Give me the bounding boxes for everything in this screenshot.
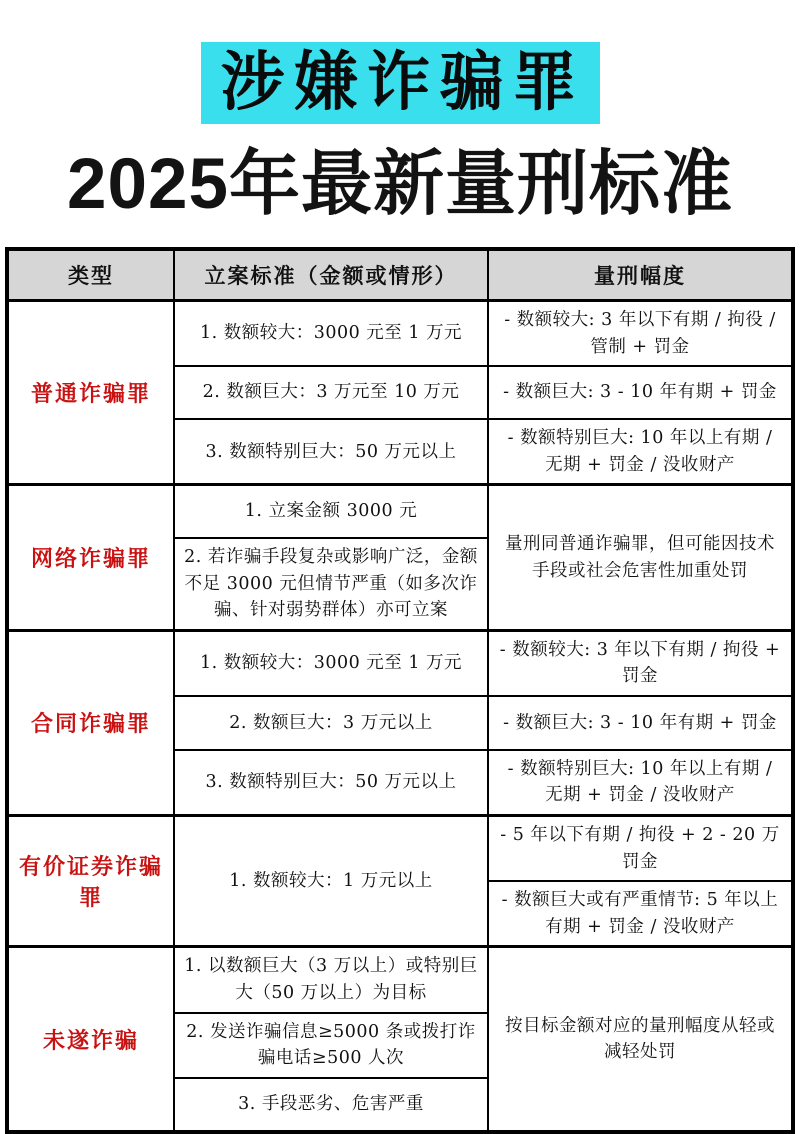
sentence-cell: - 数额巨大: 3 - 10 年有期 + 罚金	[488, 366, 793, 419]
table-header-row	[7, 249, 793, 301]
sentence-cell: - 数额特别巨大: 10 年以上有期 / 无期 + 罚金 / 没收财产	[488, 750, 793, 816]
table-row	[7, 816, 793, 882]
sentencing-table	[5, 247, 795, 1134]
header-cell-standard: 立案标准（金额或情形）	[174, 249, 488, 301]
header-cell-sentence: 量刑幅度	[488, 249, 793, 301]
type-cell-contract-fraud: 合同诈骗罪	[7, 630, 174, 815]
table-row	[7, 947, 793, 1013]
table-row	[7, 301, 793, 367]
standard-cell: 3. 数额特别巨大：50 万元以上	[174, 419, 488, 485]
sentence-cell-merged: 量刑同普通诈骗罪，但可能因技术手段或社会危害性加重处罚	[488, 485, 793, 630]
sentence-cell: - 5 年以下有期 / 拘役 + 2 - 20 万罚金	[488, 816, 793, 882]
title-area	[0, 0, 800, 223]
standard-cell: 3. 手段恶劣、危害严重	[174, 1078, 488, 1132]
standard-cell: 3. 数额特别巨大：50 万元以上	[174, 750, 488, 816]
page-title: 2025年最新量刑标准	[67, 145, 733, 224]
sentence-cell: - 数额特别巨大: 10 年以上有期 / 无期 + 罚金 / 没收财产	[488, 419, 793, 485]
type-cell-securities-fraud: 有价证券诈骗罪	[7, 816, 174, 947]
standard-cell: 2. 发送诈骗信息≥5000 条或拨打诈骗电话≥500 人次	[174, 1013, 488, 1078]
type-cell-attempted-fraud: 未遂诈骗	[7, 947, 174, 1132]
standard-cell: 2. 数额巨大：3 万元以上	[174, 696, 488, 750]
type-cell-online-fraud: 网络诈骗罪	[7, 485, 174, 630]
type-cell-ordinary-fraud: 普通诈骗罪	[7, 301, 174, 485]
sentence-cell: - 数额较大: 3 年以下有期 / 拘役 / 管制 + 罚金	[488, 301, 793, 367]
sentence-cell: - 数额巨大: 3 - 10 年有期 + 罚金	[488, 696, 793, 750]
sentence-cell: - 数额较大: 3 年以下有期 / 拘役 + 罚金	[488, 630, 793, 696]
standard-cell: 1. 以数额巨大（3 万以上）或特别巨大（50 万以上）为目标	[174, 947, 488, 1013]
standard-cell-merged: 1. 数额较大：1 万元以上	[174, 816, 488, 947]
table-row	[7, 630, 793, 696]
sentence-cell: - 数额巨大或有严重情节: 5 年以上有期 + 罚金 / 没收财产	[488, 881, 793, 947]
standard-cell: 2. 若诈骗手段复杂或影响广泛，金额不足 3000 元但情节严重（如多次诈骗、针对弱势群体）亦可立案	[174, 538, 488, 630]
standard-cell: 1. 数额较大：3000 元至 1 万元	[174, 630, 488, 696]
header-cell-type: 类型	[7, 249, 174, 301]
table-row	[7, 485, 793, 538]
highlighted-title: 涉嫌诈骗罪	[201, 42, 600, 124]
sentence-cell-merged: 按目标金额对应的量刑幅度从轻或减轻处罚	[488, 947, 793, 1132]
standard-cell: 2. 数额巨大：3 万元至 10 万元	[174, 366, 488, 419]
standard-cell: 1. 数额较大：3000 元至 1 万元	[174, 301, 488, 367]
standard-cell: 1. 立案金额 3000 元	[174, 485, 488, 538]
